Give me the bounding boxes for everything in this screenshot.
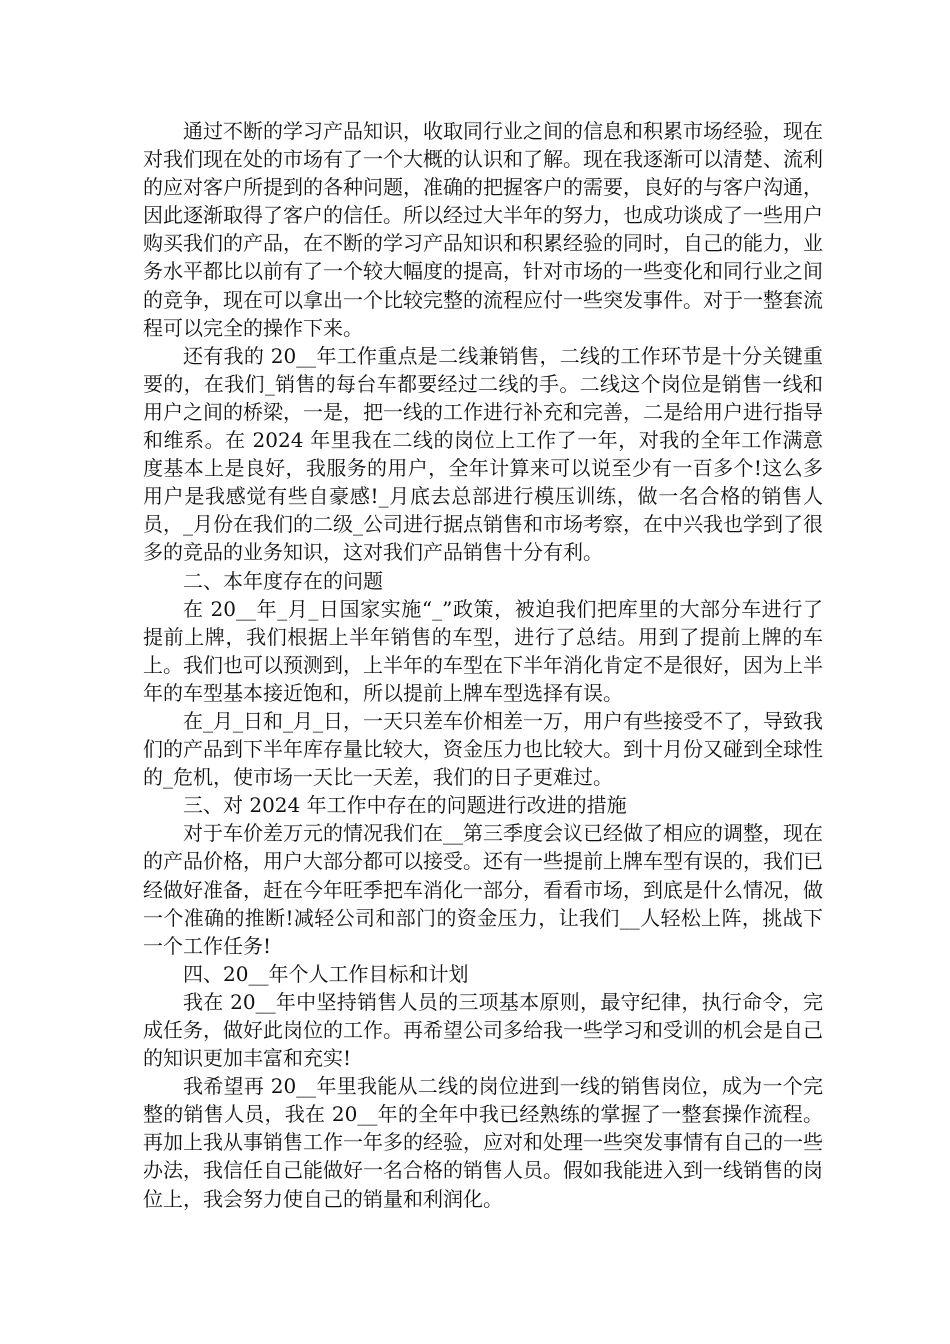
body-paragraph: 对于车价差万元的情况我们在__第三季度会议已经做了相应的调整，现在的产品价格，用户大部分都可以接受。还有一些提前上牌车型有误的，我们已经做好准备，赶在今年旺季把车消化一部分，看看市场，到底是什么情况，做一个准确的推断!减轻公司和部门的资金压力，让我们__人轻松上阵，挑战下一个工作任务! (143, 821, 823, 958)
section-heading: 三、对 2024 年工作中存在的问题进行改进的措施 (183, 793, 627, 818)
body-paragraph: 在 20__年_月_日国家实施“_”政策，被迫我们把库里的大部分车进行了提前上牌，我们根据上半年销售的车型，进行了总结。用到了提前上牌的车上。我们也可以预测到，上半年的车型在下半年消化肯定不是很好，因为上半年的车型基本接近饱和，所以提前上牌车型选择有误。 (143, 596, 823, 705)
body-paragraph: 我希望再 20__年里我能从二线的岗位进到一线的销售岗位，成为一个完整的销售人员，我在 20__年的全年中我已经熟练的掌握了一整套操作流程。再加上我从事销售工作一年多的经验，应对和处理一些突发事情有自己的一些办法，我信任自己能做好一名合格的销售人员。假如我能进入到一线销售的岗位上，我会努力使自己的销量和利润化。 (143, 1074, 823, 1211)
body-paragraph: 通过不断的学习产品知识，收取同行业之间的信息和积累市场经验，现在对我们现在处的市场有了一个大概的认识和了解。现在我逐渐可以清楚、流利的应对客户所提到的各种问题，准确的把握客户的需要，良好的与客户沟通，因此逐渐取得了客户的信任。所以经过大半年的努力，也成功谈成了一些用户购买我们的产品，在不断的学习产品知识和积累经验的同时，自己的能力，业务水平都比以前有了一个较大幅度的提高，针对市场的一些变化和同行业之间的竞争，现在可以拿出一个比较完整的流程应付一些突发事件。对于一整套流程可以完全的操作下来。 (143, 119, 823, 340)
body-paragraph: 还有我的 20__年工作重点是二线兼销售，二线的工作环节是十分关键重要的，在我们_销售的每台车都要经过二线的手。二线这个岗位是销售一线和用户之间的桥梁，一是，把一线的工作进行补充和完善，二是给用户进行指导和维系。在 2024 年里我在二线的岗位上工作了一年，对我的全年工作满意度基本上是良好，我服务的用户，全年计算来可以说至少有一百多个!这么多用户是我感觉有些自豪感!_月底去总部进行模压训练，做一名合格的销售人员，_月份在我们的二级_公司进行据点销售和市场考察，在中兴我也学到了很多的竞品的业务知识，这对我们产品销售十分有利。 (143, 343, 823, 565)
body-paragraph: 在_月_日和_月_日，一天只差车价相差一万，用户有些接受不了，导致我们的产品到下半年库存量比较大，资金压力也比较大。到十月份又碰到全球性的_危机，使市场一天比一天差，我们的日子更难过。 (143, 708, 823, 790)
section-heading: 二、本年度存在的问题 (183, 568, 383, 593)
body-paragraph: 我在 20__年中坚持销售人员的三项基本原则，最守纪律，执行命令，完成任务，做好此岗位的工作。再希望公司多给我一些学习和受训的机会是自己的知识更加丰富和充实! (143, 989, 823, 1071)
document-body (143, 117, 823, 1213)
section-heading: 四、20__年个人工作目标和计划 (183, 961, 469, 986)
